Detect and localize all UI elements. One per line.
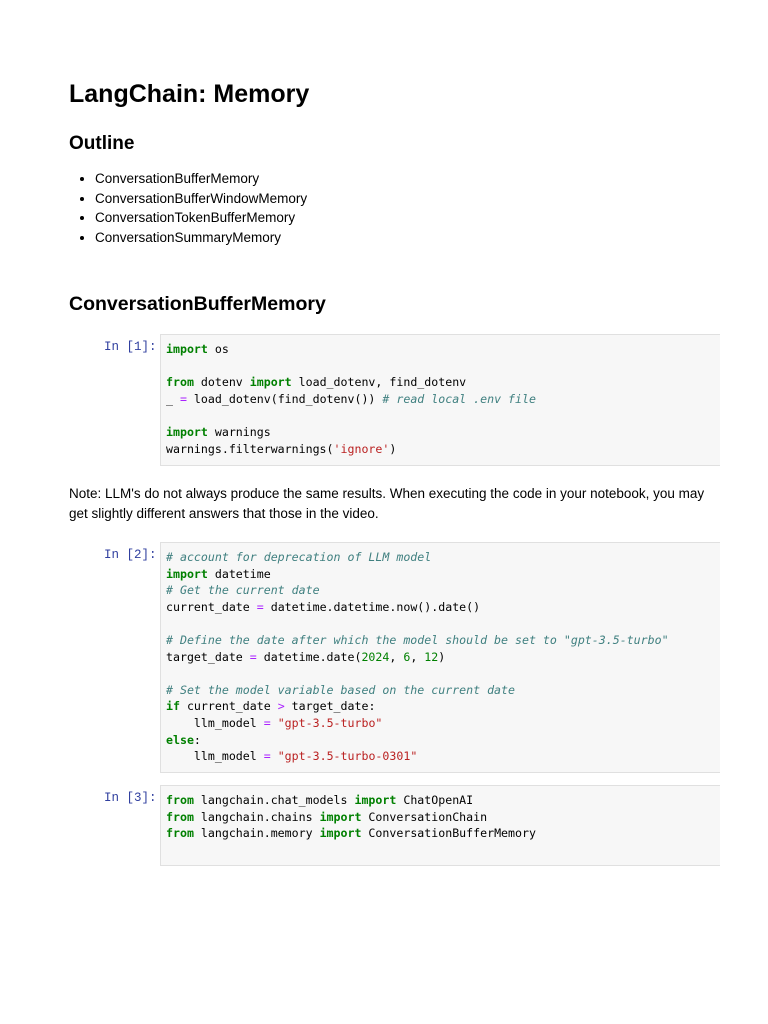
code-text: # account for deprecation of LLM model import datetime # Get the current date current_date = datetime.datetime.now().date() # Define the date after which the model should be set to "gpt-3.5-turbo" target_date = datetime.date(2024, 6, 12) # Set the model variable based on the current date if current_date > target_date: llm_model = "gpt-3.5-turbo" else: llm_model = "gpt-3.5-turbo-0301" (166, 550, 669, 764)
code-text: import os from dotenv import load_dotenv, find_dotenv _ = load_dotenv(find_dotenv()) # read local .env file import warnings warnings.filterwarnings('ignore') (166, 342, 536, 456)
note-text: Note: LLM's do not always produce the same results. When executing the code in your notebook, you may get slightly different answers that those in the video. (69, 486, 705, 521)
outline-item-buffer-memory: • ConversationBufferMemory (95, 169, 307, 189)
outline-list (69, 169, 307, 247)
outline-heading: Outline (69, 133, 135, 154)
code-text: from langchain.chat_models import ChatOpenAI from langchain.chains import ConversationChain from langchain.memory import ConversationBufferMemory (166, 793, 536, 841)
code-input[interactable] (160, 785, 720, 866)
outline-item-buffer-window-memory: • ConversationBufferWindowMemory (95, 189, 307, 209)
outline-item-token-buffer-memory: • ConversationTokenBufferMemory (95, 208, 307, 228)
page-title: LangChain: Memory (69, 80, 310, 108)
code-input[interactable] (160, 542, 720, 773)
outline-item-summary-memory: • ConversationSummaryMemory (95, 228, 307, 248)
section-heading: ConversationBufferMemory (69, 293, 326, 315)
cell-prompt: In [2]: (104, 548, 157, 562)
cell-prompt: In [1]: (104, 340, 157, 354)
code-input[interactable] (160, 334, 720, 466)
cell-prompt: In [3]: (104, 791, 157, 805)
